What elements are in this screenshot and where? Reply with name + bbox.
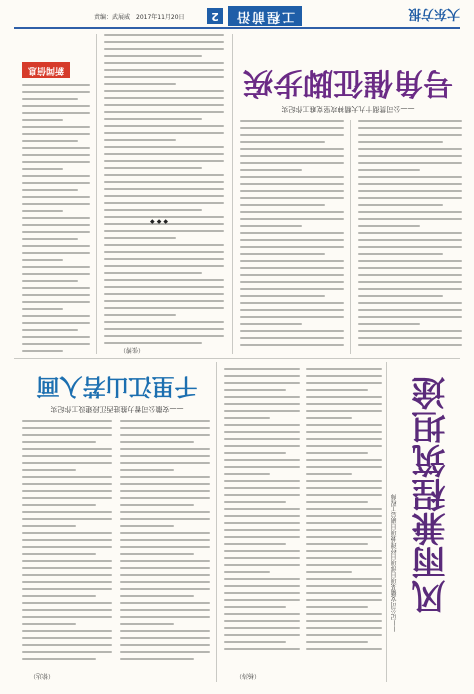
section-number: 2 <box>207 8 223 24</box>
story3-column-2 <box>306 368 382 655</box>
story2-headline: 千里江山若入画 <box>36 373 198 400</box>
story3-signature: （杨涛） <box>236 672 261 679</box>
column-divider <box>232 34 233 354</box>
news-box-text <box>22 84 90 357</box>
column-divider <box>216 362 217 682</box>
column-divider <box>386 362 387 682</box>
news-box-label: 新闻信息 <box>22 62 70 78</box>
story1-headline: 号角催征脚步疾 <box>243 65 453 100</box>
story3-headline: 风雨兼程筑坦途 <box>412 376 452 614</box>
paper-logo: 大东方报 <box>407 6 460 21</box>
story2-column-2 <box>120 420 210 665</box>
column-divider <box>350 120 351 354</box>
column-divider <box>96 34 97 354</box>
story1-signature: （张博） <box>120 346 145 353</box>
story1-subtitle: ——公司贯彻十九大精神攻坚克难工作纪实 <box>281 105 415 113</box>
story1-subhead: ◆ ◆ ◆ <box>150 218 169 225</box>
story2-subtitle: ——安徽公司着力推进西江段建设工作纪实 <box>50 405 184 413</box>
story3-column-1 <box>224 368 300 655</box>
story1-column-2 <box>240 120 344 351</box>
header-rule <box>14 27 460 29</box>
story2-column-1 <box>22 420 112 665</box>
story1-column-3 <box>358 120 462 351</box>
section-title: 工程前沿 <box>228 6 302 26</box>
story1-column-1 <box>104 34 224 349</box>
story2-signature: （徐达） <box>30 672 55 679</box>
story3-subtitle: ——记公司安徽某项目部项目经理兼项目副总工程师 <box>391 494 398 632</box>
issue-meta: 责编：武展威 2017年11月20日 <box>94 14 185 21</box>
